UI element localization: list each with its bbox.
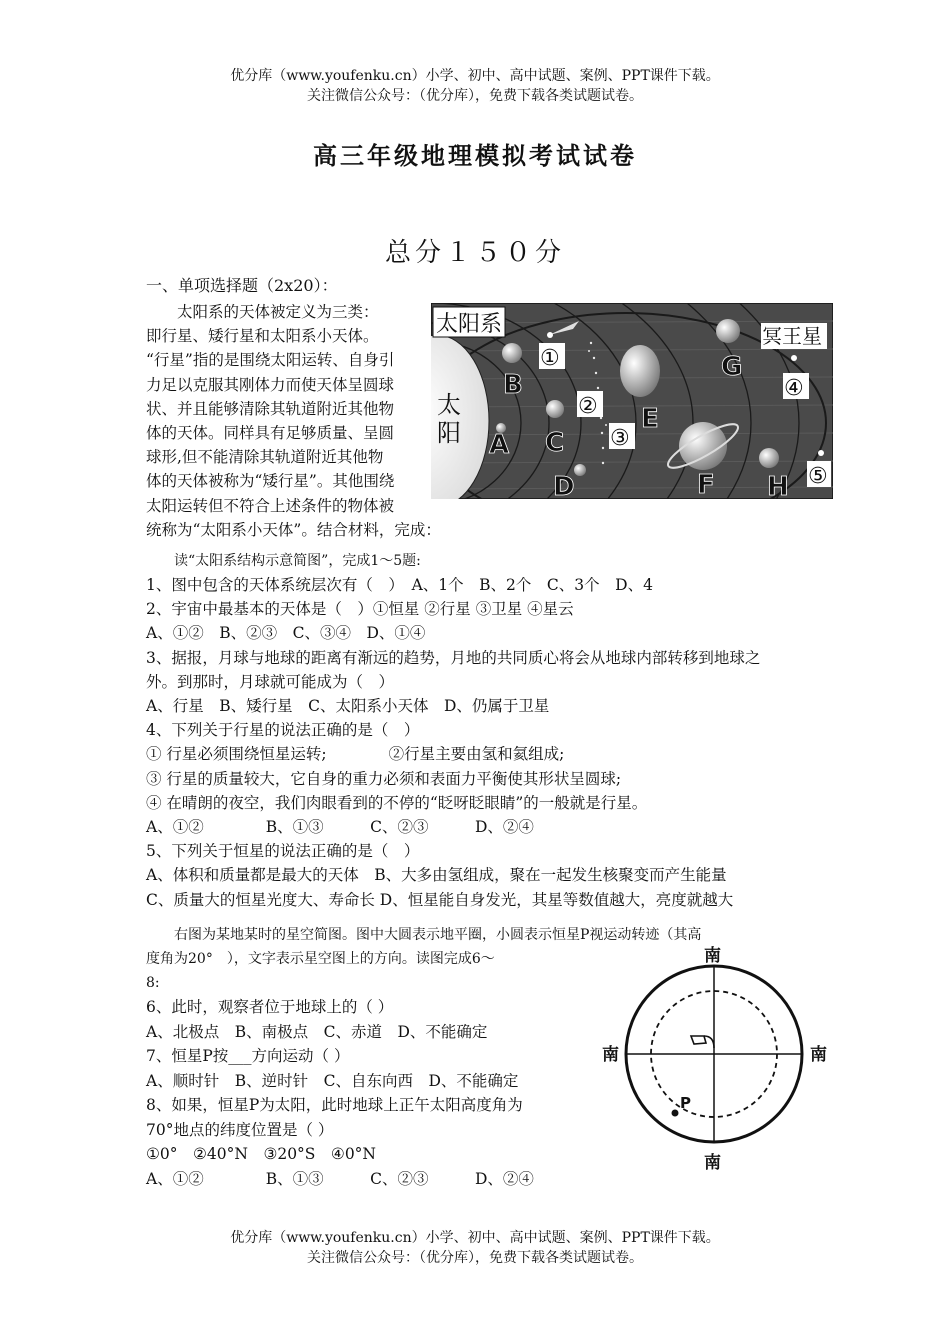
direction-top: 南: [704, 946, 721, 966]
question-line: A、顺时针 B、逆时针 C、自东向西 D、不能确定: [146, 1071, 519, 1090]
sun-label-1: 太: [437, 391, 461, 419]
planet-label-d: D: [553, 472, 575, 499]
marker-1: ①: [540, 346, 560, 371]
question-line: C、质量大的恒星光度大、寿命长 D、恒星能自身发光，其星等数值越大，亮度就越大: [146, 890, 734, 909]
marker-5: ⑤: [808, 464, 828, 489]
planet-label-a: A: [489, 430, 510, 460]
intro-line: 球形,但不能清除其轨道附近其他物: [146, 448, 384, 467]
question-line: 8、如果，恒星P为太阳，此时地球上正午太阳高度角为: [146, 1096, 523, 1114]
intro-line: 太阳系的天体被定义为三类：: [146, 303, 379, 321]
question-line: A、行星 B、矮行星 C、太阳系小天体 D、仍属于卫星: [146, 697, 550, 716]
question-line: 外。到那时，月球就可能成为（ ）: [146, 672, 395, 691]
question-line: ③ 行星的质量较大，它自身的重力必须和表面力平衡使其形状呈圆球;: [146, 769, 622, 788]
planet-label-c: C: [545, 428, 565, 458]
page-title: 高三年级地理模拟考试试卷: [313, 141, 637, 170]
question-line: ① 行星必须围绕恒星运转; ②行星主要由氢和氦组成;: [146, 745, 565, 764]
section-heading: 一、单项选择题（2x20）：: [146, 276, 338, 295]
intro-line: 状、并且能够清除其轨道附近其他物: [146, 399, 395, 418]
question-line: 4、下列关于行星的说法正确的是（ ）: [146, 721, 420, 740]
intro-line: 体的天体。同样具有足够质量、呈圆: [146, 424, 395, 443]
marker-2: ②: [578, 394, 598, 419]
intro-line: 太阳运转但不符合上述条件的物体被: [146, 496, 395, 515]
intro-line: 统称为“太阳系小天体”。结合材料，完成：: [146, 520, 441, 539]
marker-3: ③: [610, 426, 630, 451]
planet-label-h: H: [767, 472, 789, 499]
pluto-label: 冥王星: [762, 324, 822, 348]
direction-right: 南: [810, 1045, 827, 1065]
question-line: 3、据报，月球与地球的距离有渐远的趋势，月地的共同质心将会从地球内部转移到地球之: [146, 648, 761, 667]
question-line: A、北极点 B、南极点 C、赤道 D、不能确定: [146, 1022, 488, 1041]
footer-line-1: 优分库（www.youfenku.cn）小学、初中、高中试题、案例、PPT课件下载。: [230, 1230, 720, 1246]
intro-line: 力足以克服其刚体力而使天体呈圆球: [146, 375, 395, 394]
question-line: ①0° ②40°N ③20°S ④0°N: [146, 1145, 376, 1163]
prompt-2-line-3: 8:: [146, 975, 160, 991]
intro-paragraph: [146, 300, 441, 542]
question-line: 7、恒星P按___方向运动（ ）: [146, 1047, 350, 1065]
sun-label-2: 阳: [437, 419, 461, 447]
marker-4: ④: [784, 376, 804, 401]
total-score: 总分１５０分: [384, 238, 565, 268]
solar-system-figure: [431, 303, 833, 499]
prompt-1: 读“太阳系结构示意简图”，完成1～5题:: [146, 553, 421, 569]
planet-label-b: B: [503, 370, 523, 400]
solar-title: 太阳系: [436, 312, 503, 337]
prompt-2-line-1: 右图为某地某时的星空简图。图中大圆表示地平圈，小圆表示恒星P视运动转迹（其高: [146, 927, 702, 943]
question-line: A、①② B、①③ C、②③ D、②④: [146, 1169, 534, 1188]
header-line-1: 优分库（www.youfenku.cn）小学、初中、高中试题、案例、PPT课件下载。: [230, 68, 720, 84]
question-line: 5、下列关于恒星的说法正确的是（ ）: [146, 842, 420, 861]
question-line: 1、图中包含的天体系统层次有（ ） A、1个 B、2个 C、3个 D、4: [146, 576, 653, 594]
question-line: ④ 在晴朗的夜空，我们肉眼看到的不停的“眨呀眨眼睛”的一般就是行星。: [146, 793, 648, 812]
star-chart-figure: [598, 944, 838, 1176]
question-line: A、体积和质量都是最大的天体 B、大多由氢组成，聚在一起发生核聚变而产生能量: [146, 866, 727, 885]
questions-6-8: [146, 995, 586, 1191]
footer-line-2: 关注微信公众号：（优分库），免费下载各类试题试卷。: [307, 1250, 643, 1266]
header-line-2: 关注微信公众号：（优分库），免费下载各类试题试卷。: [307, 88, 643, 104]
direction-bottom: 南: [704, 1153, 721, 1173]
question-line: 2、宇宙中最基本的天体是（ ）①恒星 ②行星 ③卫星 ④星云: [146, 600, 574, 619]
star-p-label: P: [680, 1094, 691, 1112]
planet-label-f: F: [697, 470, 715, 499]
planet-label-e: E: [641, 404, 659, 434]
direction-left: 南: [602, 1045, 619, 1065]
question-line: 70°地点的纬度位置是（ ）: [146, 1120, 334, 1139]
question-line: A、①② B、①③ C、②③ D、②④: [146, 818, 534, 837]
intro-line: “行星”指的是围绕太阳运转、自身引: [146, 351, 395, 370]
prompt-2-line-2: 度角为20° ），文字表示星空图上的方向。读图完成6～: [146, 951, 495, 967]
question-line: A、①② B、②③ C、③④ D、①④: [146, 624, 426, 643]
planet-label-g: G: [721, 352, 743, 382]
questions-1-5: [146, 573, 826, 912]
intro-line: 体的天体被称为“矮行星”。其他围绕: [146, 472, 395, 491]
question-line: 6、此时，观察者位于地球上的（ ）: [146, 998, 394, 1016]
intro-line: 即行星、矮行星和太阳系小天体。: [146, 327, 379, 346]
